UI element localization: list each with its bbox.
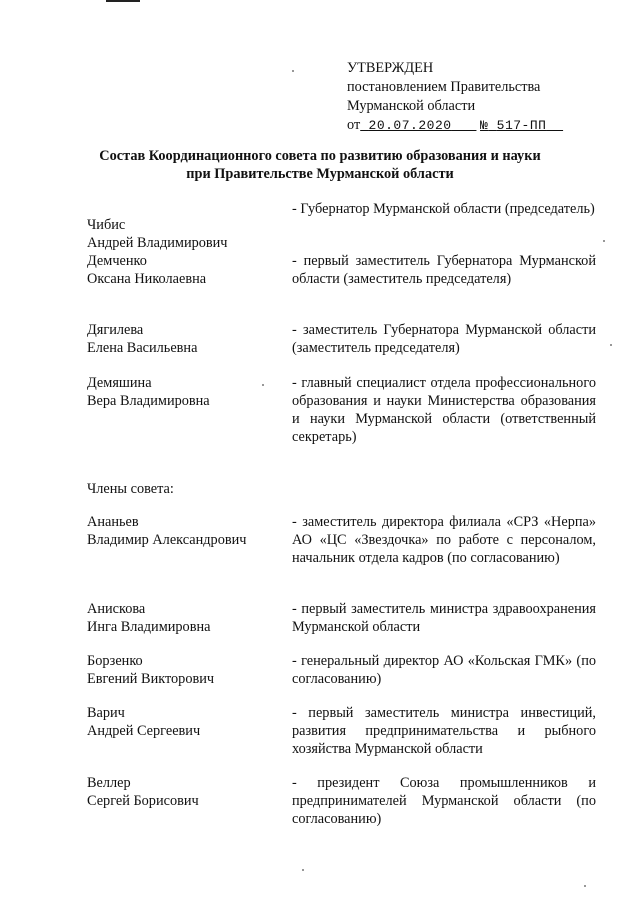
person-given-names: Вера Владимировна (87, 393, 210, 409)
person-role: - первый заместитель Губернатора Мурманской области (заместитель председателя) (292, 253, 596, 287)
person-name (87, 374, 277, 410)
top-edge-mark (106, 0, 140, 2)
scan-speck (584, 885, 586, 887)
approval-number: № 517-ПП (480, 118, 547, 133)
person-name (87, 252, 277, 288)
title-line-1: Состав Координационного совета по развитию образования и науки (99, 148, 541, 164)
person-surname: Демченко (87, 253, 147, 269)
person-surname: Демяшина (87, 375, 152, 391)
person-surname: Ананьев (87, 514, 139, 530)
title-line-2: при Правительстве Мурманской области (186, 166, 454, 182)
scan-speck (603, 240, 605, 242)
approval-line-2: Мурманской области (347, 98, 476, 114)
person-role: - первый заместитель министра инвестиций, развития предпринимательства и рыбного хозяйства Мурманской области (292, 705, 596, 757)
person-role: - главный специалист отдела профессионального образования и науки Министерства образования и науки Мурманской области (ответственный секретарь) (292, 375, 596, 445)
person-name (87, 652, 277, 688)
person-given-names: Инга Владимировна (87, 619, 211, 635)
person-given-names: Оксана Николаевна (87, 271, 207, 287)
person-name (87, 774, 277, 810)
person-surname: Веллер (87, 775, 131, 791)
person-surname: Борзенко (87, 653, 143, 669)
person-surname: Дягилева (87, 322, 144, 338)
date-prefix: от (347, 117, 361, 133)
person-name (87, 216, 277, 252)
person-given-names: Андрей Владимирович (87, 235, 228, 251)
person-given-names: Евгений Викторович (87, 671, 215, 687)
person-surname: Анискова (87, 601, 146, 617)
approval-block (347, 59, 563, 135)
approval-heading: УТВЕРЖДЕН (347, 60, 434, 76)
person-surname: Варич (87, 705, 125, 721)
approval-date-line (347, 116, 563, 135)
scan-speck (610, 344, 612, 346)
person-given-names: Владимир Александрович (87, 532, 247, 548)
scan-speck (292, 70, 294, 72)
approval-date: 20.07.2020 (368, 118, 452, 133)
person-surname: Чибис (87, 217, 126, 233)
person-role: - президент Союза промышленников и предпринимателей Мурманской области (по согласованию) (292, 775, 596, 827)
approval-line-1: постановлением Правительства (347, 79, 541, 95)
person-role: - заместитель Губернатора Мурманской области (заместитель председателя) (292, 322, 596, 356)
person-name (87, 600, 277, 636)
person-given-names: Елена Васильевна (87, 340, 198, 356)
person-name (87, 704, 277, 740)
person-name (87, 513, 277, 549)
person-role: - заместитель директора филиала «СРЗ «Нерпа» АО «ЦС «Звездочка» по работе с персоналом, начальник отдела кадров (по согласованию) (292, 514, 596, 566)
document-title (0, 147, 640, 183)
person-given-names: Андрей Сергеевич (87, 723, 201, 739)
members-heading: Члены совета: (87, 481, 174, 497)
person-role: - Губернатор Мурманской области (председатель) (292, 201, 595, 217)
scan-speck (262, 384, 264, 386)
person-name (87, 321, 277, 357)
person-role: - генеральный директор АО «Кольская ГМК» (по согласованию) (292, 653, 596, 687)
person-given-names: Сергей Борисович (87, 793, 199, 809)
person-role: - первый заместитель министра здравоохранения Мурманской области (292, 601, 596, 635)
scan-speck (302, 869, 304, 871)
